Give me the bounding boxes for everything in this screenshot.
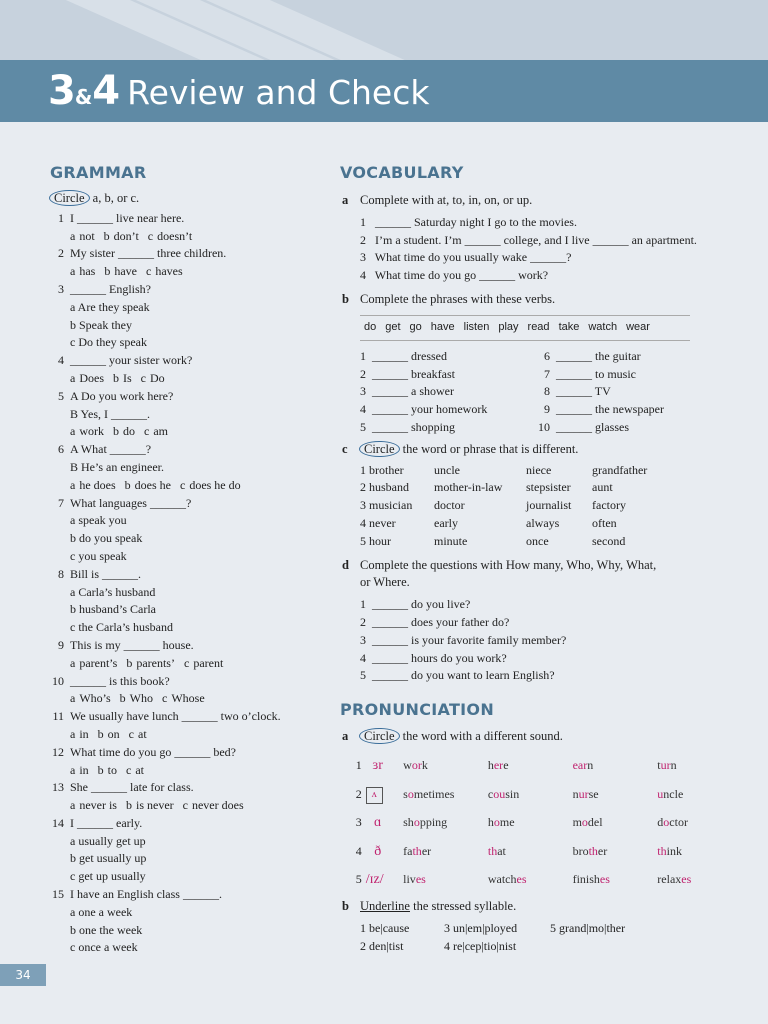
option-text: parents’ [136,655,175,670]
phrase-text: ______ to music [556,366,636,381]
question-text: ______ English? [70,281,151,296]
phrase-number: 8 [544,384,550,399]
option-letter: c [179,477,186,492]
vocabulary-heading: VOCABULARY [340,163,464,182]
option-text: Is [123,370,132,385]
question-text: A What ______? [70,442,152,457]
grammar-question [50,566,330,584]
question-text: A Do you work here? [70,388,174,403]
question-number: 14 [52,815,64,830]
pron-row [342,866,742,895]
question-text: ______ do you live? [372,597,471,612]
pron-word: lives [403,872,426,887]
answer-options [50,797,330,815]
verb-word: get [385,320,401,333]
question-number: 1 [360,597,366,612]
phrase-text: ______ your homework [372,402,488,417]
answer-option: c get up usually [70,869,146,884]
pron-word: relaxes [657,872,692,887]
pronunciation-section [342,728,742,956]
phrase-number: 6 [544,348,550,363]
pron-row [342,780,742,809]
word-cell: second [592,533,626,548]
option-text: in [79,726,89,741]
phrase-number: 5 [360,419,366,434]
sound-symbol-icon: ɑ [374,815,382,831]
phrase-number: 2 [360,366,366,381]
option-letter: a [70,424,76,439]
question-number: 5 [58,388,64,403]
question-text: What time do you go ______ bed? [70,744,236,759]
pron-word: here [487,758,509,773]
sound-symbol-icon: ð [374,843,382,859]
grammar-instruction: Circle a, b, or c. [50,190,330,208]
question-text: She ______ late for class. [70,780,194,795]
phrase-item [360,366,536,384]
option-text: work [79,424,104,439]
grammar-question [50,708,330,726]
verb-box [360,315,690,341]
phrase-number: 7 [544,366,550,381]
word-cell: once [526,533,549,548]
question-number: 15 [52,887,64,902]
phrase-item [360,401,536,419]
pron-word: brother [572,843,608,858]
option-letter: a [70,370,76,385]
grammar-question [50,744,330,762]
question-number: 1 [58,210,64,225]
question-text: I ______ live near here. [70,210,185,225]
vocab-c-instruction: c Circle the word or phrase that is different. [342,441,579,456]
vocab-a-item: 1 ______ Saturday night I go to the movies. [360,214,577,229]
question-number: 12 [52,744,64,759]
pron-word: cousin [487,786,520,801]
option-letter: b [119,691,126,706]
page-number: 34 [0,964,46,986]
option-letter: a [70,762,76,777]
question-text: I ______ early. [70,815,143,830]
pron-word: think [657,843,682,858]
stress-word: 2 den|tist [360,938,404,953]
grammar-question [50,441,330,459]
sound-symbol-cell [366,756,403,776]
question-number: 2 [360,614,366,629]
grammar-question [50,281,330,299]
answer-option: a usually get up [70,833,146,848]
verb-word: play [498,320,519,333]
answer-options [50,263,330,281]
option-letter: a [70,477,76,492]
question-item [360,596,742,614]
phrase-text: ______ glasses [556,419,629,434]
question-item [360,632,742,650]
vocab-d-instruction: d Complete the questions with How many, Who, Why, What, [342,557,657,572]
word-cell: aunt [592,480,613,495]
option-letter: c [183,655,190,670]
pron-word: turn [657,758,677,773]
verb-word: wear [626,320,650,333]
question-number: 3 [58,281,64,296]
question-text: ______ is this book? [70,673,170,688]
question-number: 9 [58,637,64,652]
phrase-text: ______ shopping [372,419,456,434]
word-cell: stepsister [526,480,571,495]
answer-option: a Are they speak [70,299,150,314]
option-text: haves [155,264,183,279]
option-text: don’t [113,228,139,243]
pron-word: work [403,758,428,773]
question-text: I have an English class ______. [70,887,222,902]
grammar-question [50,815,330,833]
option-text: do [123,424,135,439]
phrase-number: 1 [360,348,366,363]
question-text: ______ does your father do? [372,614,510,629]
phrase-item [536,348,664,366]
pron-word: home [487,815,515,830]
pron-word: finishes [572,872,610,887]
pron-row [342,809,742,838]
verb-word: have [430,320,455,333]
option-letter: c [126,762,132,777]
option-text: Who’s [79,691,111,706]
phrase-number: 9 [544,402,550,417]
option-letter: c [144,424,150,439]
sound-symbol-cell [366,785,403,803]
answer-option: a speak you [70,513,127,528]
vocab-a-instruction: a Complete with at, to, in, on, or up. [342,193,533,207]
word-cell: factory [592,498,626,513]
stress-word: 3 un|em|ployed [444,921,518,936]
pron-word: shopping [403,815,448,830]
verb-word: read [527,320,550,333]
option-text: Do [150,370,165,385]
answer-option: b husband’s Carla [70,602,156,617]
question-text: My sister ______ three children. [70,246,227,261]
pron-word: nurse [572,786,599,801]
pron-a-instruction: a Circle the word with a different sound. [342,729,563,743]
option-text: on [107,726,120,741]
option-letter: b [124,477,131,492]
option-letter: a [70,798,76,813]
option-text: parent [193,655,224,670]
vocab-b-instruction: b Complete the phrases with these verbs. [342,291,556,306]
question-text-2: B He’s an engineer. [70,459,164,474]
option-text: is never [135,798,174,813]
word-cell: mother-in-law [434,480,503,495]
question-text: ______ hours do you work? [372,650,507,665]
phrase-text: ______ a shower [372,384,454,399]
sound-symbol-icon: ʌ [366,787,383,804]
verb-word: do [364,320,377,333]
word-cell: 2 husband [360,480,409,495]
pron-word: sometimes [403,786,455,801]
phrase-number: 4 [360,402,366,417]
verb-word: listen [463,320,490,333]
pron-row [342,837,742,866]
answer-option: a Carla’s husband [70,584,156,599]
row-number: 1 [355,758,362,773]
verb-word: watch [588,320,618,333]
option-letter: a [70,726,76,741]
answer-options [50,762,330,780]
word-cell: 4 never [360,515,396,530]
word-cell: doctor [434,498,465,513]
answer-option: b get usually up [70,851,147,866]
option-text: at [138,726,147,741]
option-letter: b [103,228,110,243]
phrase-text: ______ the guitar [556,348,641,363]
option-letter: b [113,370,119,385]
sound-symbol-cell [366,870,403,890]
option-text: am [153,424,168,439]
option-text: doesn’t [157,228,193,243]
pron-word: father [403,843,432,858]
pron-word: watches [487,872,527,887]
answer-options [50,726,330,744]
grammar-question [50,779,330,797]
phrase-text: ______ the newspaper [556,402,664,417]
sound-symbol-icon: /ɪz/ [365,872,384,888]
vocab-d-instruction-cont: or Where. [360,575,410,590]
option-letter: b [97,726,104,741]
row-number: 4 [355,843,362,858]
pron-row [342,752,742,781]
question-text: Bill is ______. [70,566,142,581]
question-number: 4 [360,650,366,665]
question-text: ______ your sister work? [70,353,193,368]
option-text: Who [129,691,153,706]
grammar-question [50,210,330,228]
vocab-a-item: 3 What time do you usually wake ______? [360,250,572,265]
option-text: Does [79,370,104,385]
option-text: in [79,762,89,777]
option-letter: c [145,264,152,279]
phrase-item [360,348,536,366]
verb-word: go [409,320,422,333]
phrase-item [536,401,664,419]
sound-symbol-cell [366,813,403,833]
phrase-text: ______ breakfast [372,366,455,381]
phrase-item [536,383,664,401]
option-letter: c [147,228,154,243]
option-text: at [135,762,145,777]
pron-word: uncle [657,786,684,801]
question-number: 2 [58,246,64,261]
pron-word: earn [572,758,594,773]
grammar-question [50,637,330,655]
question-number: 10 [52,673,64,688]
word-cell: minute [434,533,468,548]
stress-word: 4 re|cep|tio|nist [444,938,517,953]
option-text: parent’s [79,655,118,670]
question-text: We usually have lunch ______ two o’clock. [70,709,281,724]
option-text: does he [134,477,171,492]
option-text: has [79,264,96,279]
option-letter: a [70,655,76,670]
option-letter: c [128,726,134,741]
word-cell: grandfather [592,462,648,477]
grammar-question [50,352,330,370]
option-letter: a [70,228,76,243]
option-text: never is [79,798,117,813]
option-text: to [107,762,118,777]
option-letter: c [140,370,146,385]
option-text: have [114,264,137,279]
answer-option: b one the week [70,922,143,937]
answer-option: b Speak they [70,317,132,332]
option-letter: c [162,691,168,706]
answer-options [50,228,330,246]
option-text: does he do [189,477,241,492]
grammar-section [50,190,330,957]
answer-options [50,370,330,388]
phrase-text: ______ TV [556,384,611,399]
option-letter: b [125,798,132,813]
question-text-2: B Yes, I ______. [70,406,151,421]
word-cell: 1 brother [360,462,404,477]
grammar-question [50,886,330,904]
grammar-heading: GRAMMAR [50,163,147,182]
pron-b-instruction: b Underline the stressed syllable. [342,899,517,914]
answer-option: a one a week [70,904,133,919]
option-letter: b [104,264,111,279]
word-cell: often [592,515,617,530]
pron-word: doctor [657,815,688,830]
verb-word: take [558,320,580,333]
question-number: 3 [360,632,366,647]
phrase-item [360,419,536,437]
question-item [360,650,742,668]
word-cell: early [434,515,458,530]
answer-option: c the Carla’s husband [70,620,173,635]
vocab-a-item: 4 What time do you go ______ work? [360,268,549,283]
answer-options [50,655,330,673]
sound-symbol-icon: ɜr [372,758,383,774]
question-number: 4 [58,353,64,368]
answer-option: c Do they speak [70,335,147,350]
question-number: 13 [52,780,64,795]
pron-word: that [487,843,506,858]
pronunciation-heading: PRONUNCIATION [340,700,495,719]
answer-option: c you speak [70,548,127,563]
phrase-item [360,383,536,401]
header-banner [0,0,768,122]
vocab-a-item: 2 I’m a student. I’m ______ college, and I live ______ an apartment. [360,232,697,247]
answer-option: b do you speak [70,531,143,546]
word-cell: 5 hour [360,533,391,548]
option-text: never does [191,798,244,813]
grammar-question [50,388,330,406]
question-number: 8 [58,566,64,581]
pron-word: model [572,815,603,830]
question-number: 11 [52,709,64,724]
question-text: ______ do you want to learn English? [372,668,555,683]
question-item [360,614,742,632]
option-letter: b [97,762,104,777]
option-letter: a [70,264,76,279]
phrase-item [536,419,664,437]
answer-options [50,477,330,495]
phrase-text: ______ dressed [372,348,447,363]
option-letter: c [182,798,188,813]
sound-symbol-cell [366,842,403,862]
phrase-number: 3 [360,384,366,399]
phrase-item [536,366,664,384]
word-cell: 3 musician [360,498,413,513]
row-number: 3 [355,815,362,830]
grammar-question [50,245,330,263]
question-item [360,667,742,685]
question-text: This is my ______ house. [70,637,194,652]
answer-option: c once a week [70,940,138,955]
vocabulary-section [342,192,742,685]
option-text: not [79,228,95,243]
question-number: 6 [58,442,64,457]
option-text: Whose [171,691,205,706]
row-number: 2 [355,786,362,801]
question-text: ______ is your favorite family member? [372,632,567,647]
option-text: he does [79,477,116,492]
word-cell: niece [526,462,552,477]
row-number: 5 [355,872,362,887]
question-number: 5 [360,668,366,683]
stress-word: 1 be|cause [360,921,410,936]
option-letter: a [70,691,76,706]
grammar-question [50,673,330,691]
word-cell: uncle [434,462,460,477]
word-cell: journalist [526,498,572,513]
page-title: 3&4 Review and Check [48,68,430,114]
grammar-question [50,495,330,513]
phrase-number: 10 [538,419,550,434]
option-letter: b [113,424,119,439]
question-number: 7 [58,495,64,510]
option-letter: b [126,655,133,670]
word-cell: always [526,515,560,530]
answer-options [50,690,330,708]
question-text: What languages ______? [70,495,192,510]
answer-options [50,423,330,441]
stress-word: 5 grand|mo|ther [550,921,626,936]
